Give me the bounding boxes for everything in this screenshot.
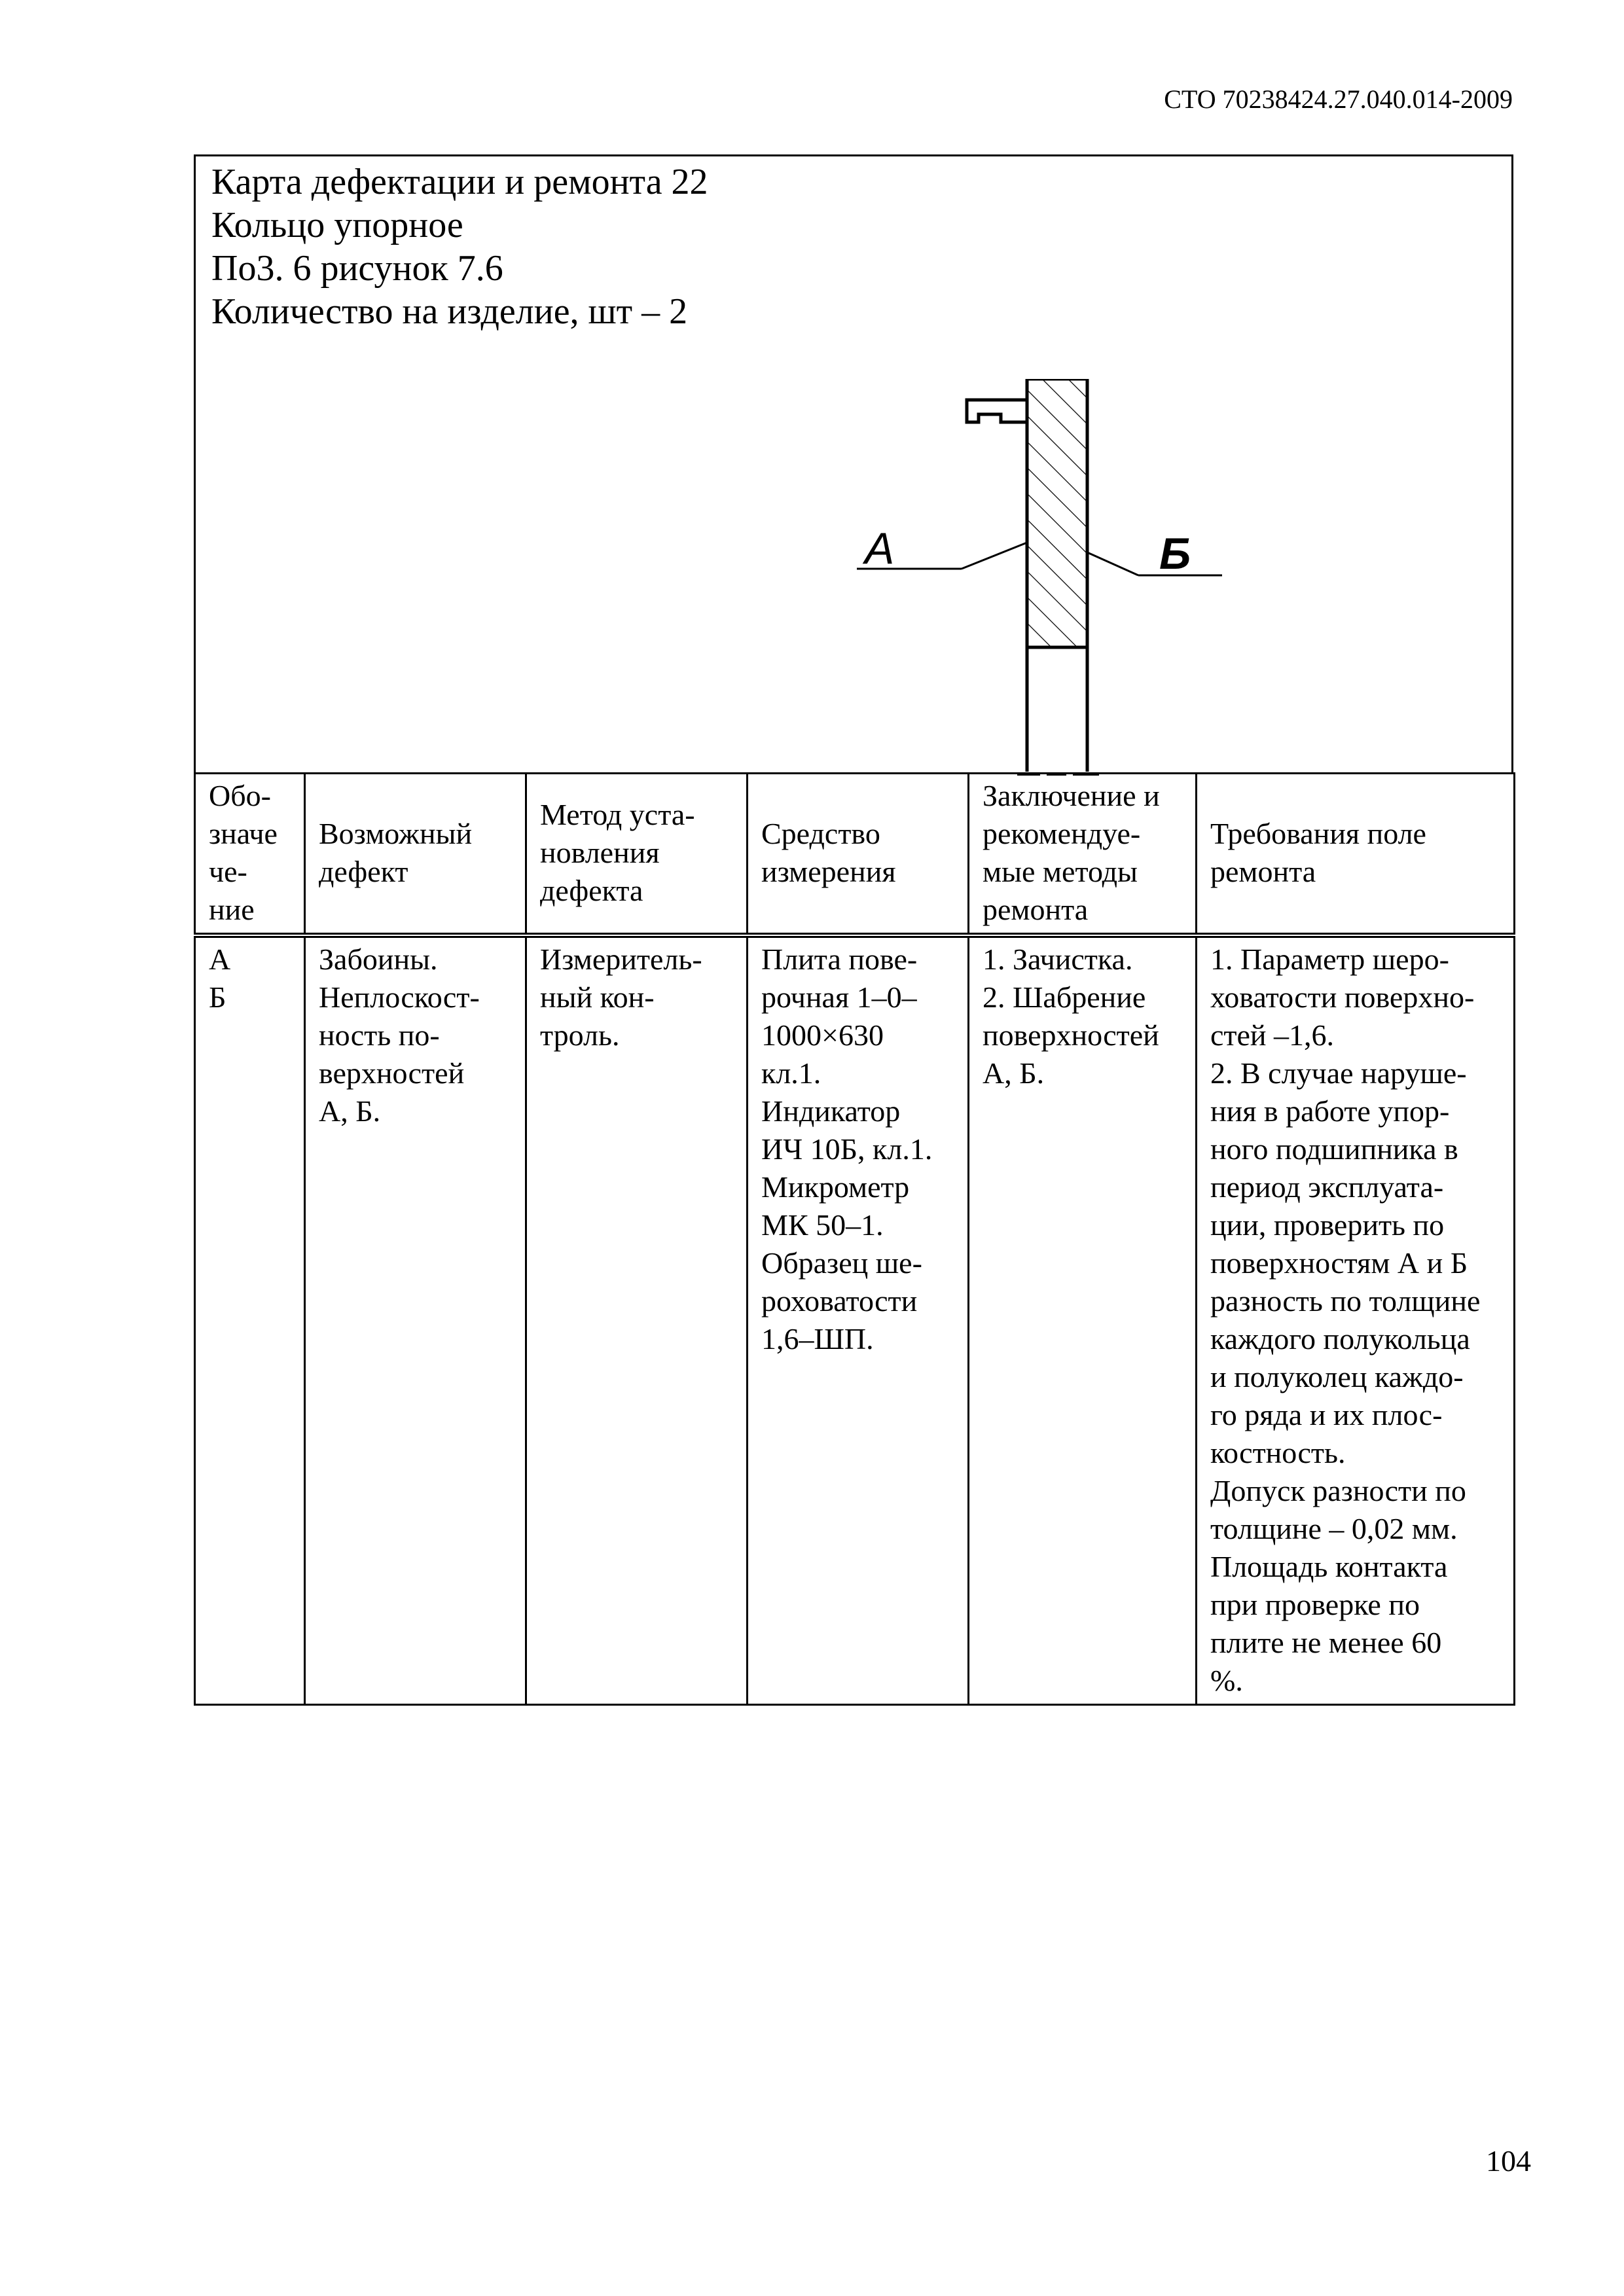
- header-conclusion: Заключение и рекомендуе- мые методы ремонта: [969, 774, 1197, 936]
- cell-defect: Забоины. Неплоскост- ность по- верхностей А, Б.: [305, 935, 526, 1705]
- defect-card: [194, 154, 1513, 1697]
- label-b: Б: [1159, 529, 1191, 579]
- label-a: А: [865, 524, 895, 573]
- cell-conclusion: 1. Зачистка. 2. Шабрение поверхностей А, Б.: [969, 935, 1197, 1705]
- cell-instrument: Плита пове- рочная 1–0– 1000×630 кл.1. Индикатор ИЧ 10Б, кл.1. Микрометр МК 50–1. Образец ше- роховатости 1,6–ШП.: [748, 935, 969, 1705]
- leader-a: [857, 524, 1027, 573]
- ring-section: [1027, 379, 1087, 647]
- table-row: [195, 935, 1515, 1705]
- card-header-text: [211, 160, 708, 333]
- cell-method: Измеритель- ный кон- троль.: [526, 935, 748, 1705]
- part-name: Кольцо упорное: [211, 205, 463, 245]
- lower-extension: [1017, 647, 1099, 774]
- cell-requirements: 1. Параметр шеро- ховатости поверхно- стей –1,6. 2. В случае наруше- ния в работе упор- ного подшипника в период эксплуата- ции, проверить по поверхностям А и Б разность по толщине каждого полукольца и полуколец каждо- го ряда и их плос- костность. Допуск разности по толщине – 0,02 мм. Площадь контакта при проверке по плите не менее 60 %.: [1197, 935, 1515, 1705]
- defects-table: [194, 772, 1515, 1706]
- card-title: Карта дефектации и ремонта 22: [211, 162, 708, 202]
- header-designation: Обо- значе че- ние: [195, 774, 305, 936]
- leader-b: [1087, 529, 1222, 579]
- part-drawing: [654, 379, 1276, 776]
- header-requirements: Требования поле ремонта: [1197, 774, 1515, 936]
- part-position: По3. 6 рисунок 7.6: [211, 248, 503, 289]
- header-method: Метод уста- новления дефекта: [526, 774, 748, 936]
- table-header-row: [195, 774, 1515, 936]
- page-number: 104: [1486, 2144, 1531, 2178]
- document-code: СТО 70238424.27.040.014-2009: [1164, 84, 1513, 114]
- stop-lug: [967, 400, 1027, 422]
- part-quantity: Количество на изделие, шт – 2: [211, 291, 688, 332]
- header-defect: Возможный дефект: [305, 774, 526, 936]
- card-header: [194, 154, 1513, 774]
- header-instrument: Средство измерения: [748, 774, 969, 936]
- cell-designation: А Б: [195, 935, 305, 1705]
- table-body: [195, 935, 1515, 1705]
